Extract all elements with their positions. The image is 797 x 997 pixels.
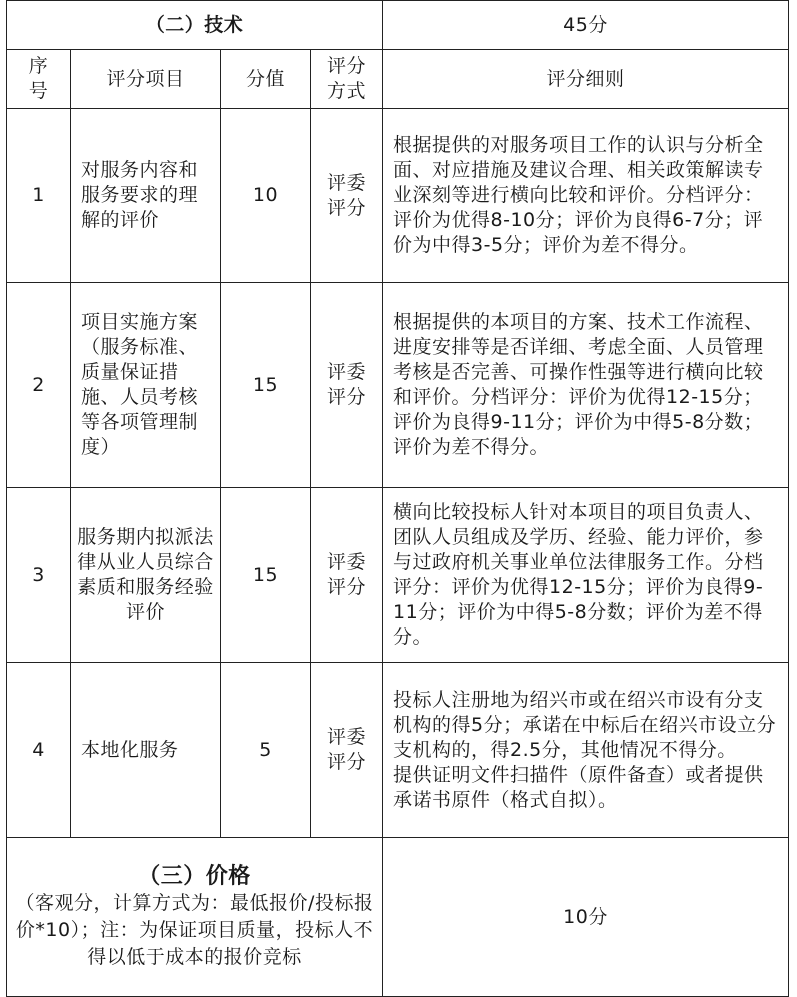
row-index: 1: [7, 109, 71, 283]
row-method: 评委评分: [311, 283, 383, 488]
row-index: 2: [7, 283, 71, 488]
column-header-value: 分值: [221, 50, 311, 109]
column-header-item: 评分项目: [71, 50, 221, 109]
table-row: [7, 663, 789, 838]
row-detail: 横向比较投标人针对本项目的项目负责人、团队人员组成及学历、经验、能力评价，参与过政府机关事业单位法律服务工作。分档评分：评价为优得12-15分；评价为良得9-11分；评价为中得5-8分数；评价为差不得分。: [383, 488, 789, 663]
row-detail: 根据提供的本项目的方案、技术工作流程、进度安排等是否详细、考虑全面、人员管理考核是否完善、可操作性强等进行横向比较和评价。分档评分：评价为优得12-15分；评价为良得9-11分；评价为中得5-8分数；评价为差不得分。: [383, 283, 789, 488]
price-section-description: （客观分，计算方式为：最低报价/投标报价*10）；注：为保证项目质量，投标人不得以低于成本的报价竞标: [15, 892, 374, 968]
row-detail-cell: [383, 663, 789, 838]
row-index: 3: [7, 488, 71, 663]
price-section-cell: [7, 838, 383, 997]
row-item: 本地化服务: [71, 663, 221, 838]
price-section-row: [7, 838, 789, 997]
row-method: 评委评分: [311, 488, 383, 663]
price-section-score: 10分: [383, 838, 789, 997]
row-item: 项目实施方案（服务标准、质量保证措施、人员考核等各项管理制度）: [71, 283, 221, 488]
technical-section-score: 45分: [383, 1, 789, 50]
row-detail: 投标人注册地为绍兴市或在绍兴市设有分支机构的得5分；承诺在中标后在绍兴市设立分支机构的，得2.5分，其他情况不得分。: [393, 688, 777, 761]
row-value: 15: [221, 283, 311, 488]
column-header-index: 序号: [7, 50, 71, 109]
row-value: 5: [221, 663, 311, 838]
price-section-title: （三）价格: [138, 864, 251, 889]
row-detail: 根据提供的对服务项目工作的认识与分析全面、对应措施及建议合理、相关政策解读专业深刻等进行横向比较和评价。分档评分：评价为优得8-10分；评价为良得6-7分；评价为中得3-5分；评价为差不得分。: [383, 109, 789, 283]
technical-section-header-row: [7, 1, 789, 50]
row-item: 服务期内拟派法律从业人员综合素质和服务经验评价: [71, 488, 221, 663]
row-method: 评委评分: [311, 663, 383, 838]
row-item: 对服务内容和服务要求的理解的评价: [71, 109, 221, 283]
scoring-table: [6, 0, 789, 997]
technical-section-title: （二）技术: [7, 1, 383, 50]
row-method: 评委评分: [311, 109, 383, 283]
row-index: 4: [7, 663, 71, 838]
row-detail-note: 提供证明文件扫描件（原件备查）或者提供承诺书原件（格式自拟）。: [393, 763, 764, 811]
column-header-detail: 评分细则: [383, 50, 789, 109]
column-header-method: 评分方式: [311, 50, 383, 109]
table-row: [7, 109, 789, 283]
column-header-row: [7, 50, 789, 109]
table-row: [7, 488, 789, 663]
row-value: 10: [221, 109, 311, 283]
table-row: [7, 283, 789, 488]
row-value: 15: [221, 488, 311, 663]
